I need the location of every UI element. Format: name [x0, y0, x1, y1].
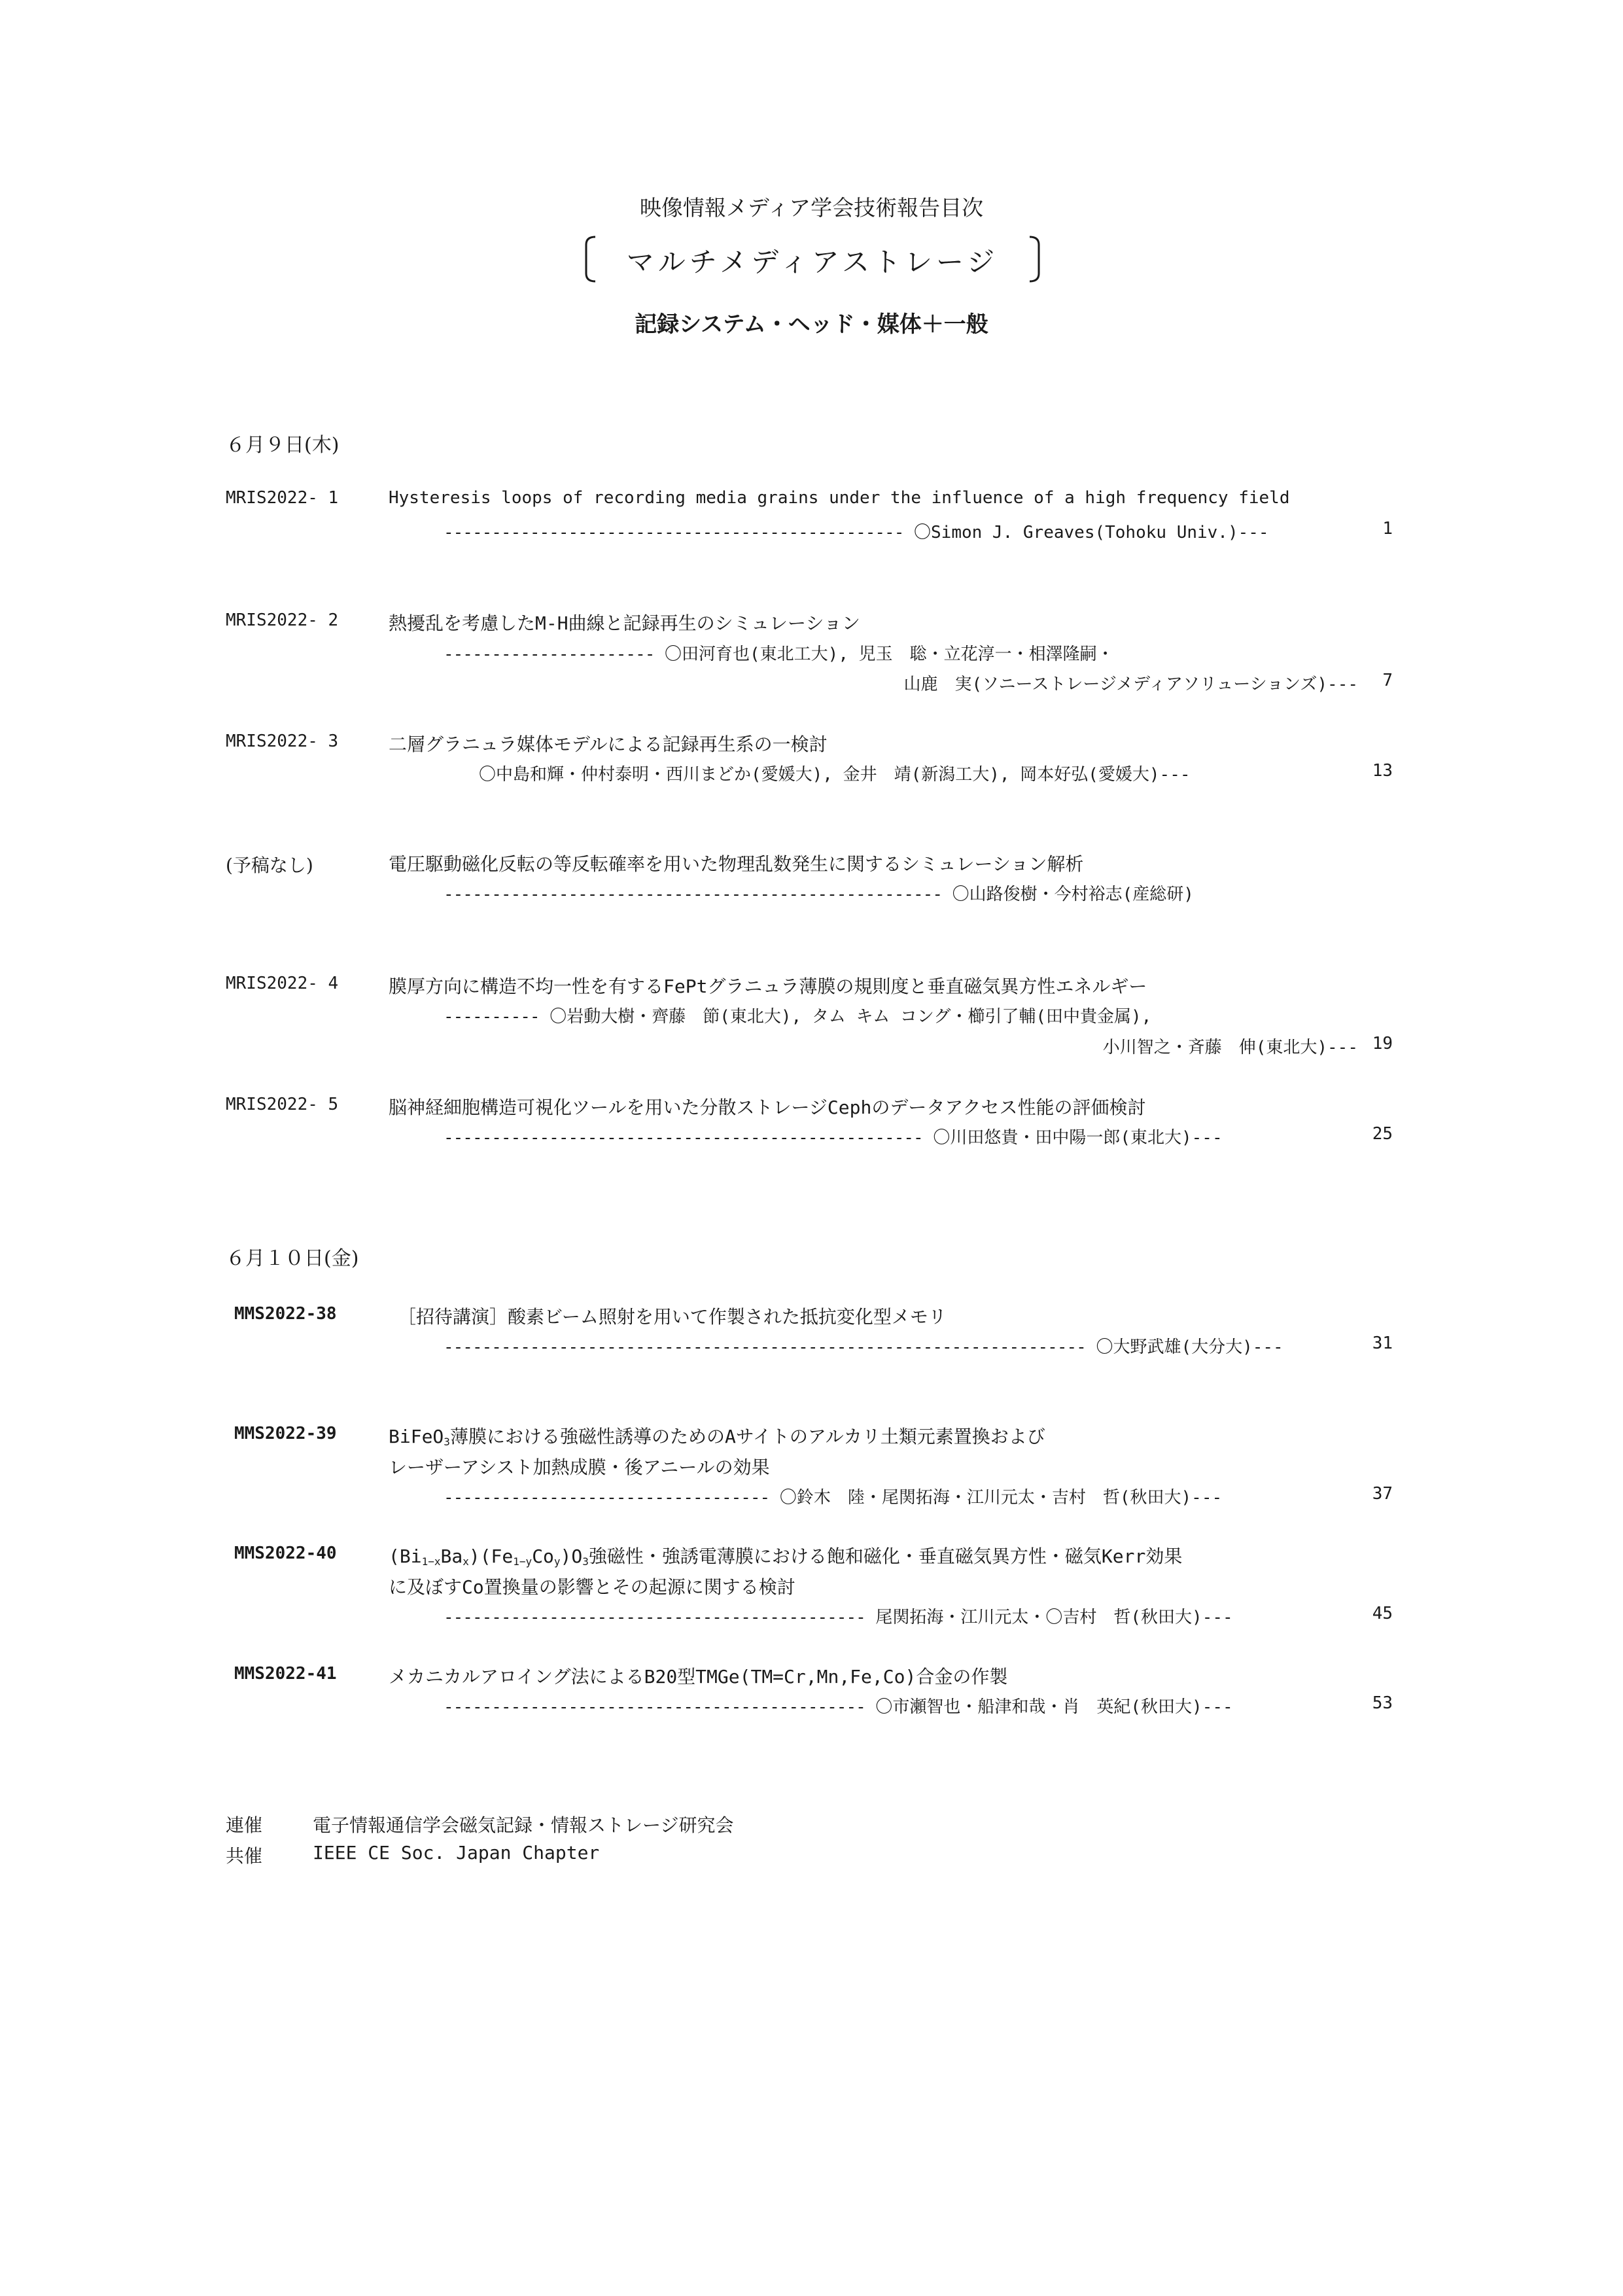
- page-number: 45: [1372, 1604, 1393, 1623]
- paper-title: $(Bi_{1-x}Ba_x)(Fe_{1-y}Co_y)O_3$強磁性・強誘電薄膜における飽和磁化・垂直磁気異方性・磁気Kerr効果: [389, 1545, 1183, 1568]
- paper-code: MRIS2022- 4: [226, 974, 339, 993]
- paper-code: MMS2022-40: [234, 1544, 337, 1563]
- paper-title-cont: に及ぼすCo置換量の影響とその起源に関する検討: [389, 1576, 795, 1598]
- session-subtitle: 記録システム・ヘッド・媒体＋一般: [635, 311, 988, 338]
- page-number: 53: [1372, 1693, 1393, 1713]
- co-host-name: IEEE CE Soc. Japan Chapter: [313, 1842, 600, 1863]
- paper-title-cont: レーザーアシスト加熱成膜・後アニールの効果: [389, 1457, 770, 1478]
- paper-title: 電圧駆動磁化反転の等反転確率を用いた物理乱数発生に関するシミュレーション解析: [389, 853, 1084, 875]
- paper-authors-cont: 山鹿 実(ソニーストレージメディアソリューションズ)---: [903, 675, 1358, 694]
- paper-authors: -------------------------------------------- 尾関拓海・江川元太・〇吉村 哲(秋田大)---: [444, 1608, 1233, 1627]
- paper-authors: -------------------------------------------- 〇市瀬智也・船津和哉・肖 英紀(秋田大)---: [444, 1697, 1233, 1717]
- report-heading: 映像情報メディア学会技術報告目次: [639, 195, 984, 221]
- page-number: 19: [1372, 1034, 1393, 1053]
- paper-authors: ---------------------------------- 〇鈴木 陸・尾関拓海・江川元太・吉村 哲(秋田大)---: [444, 1488, 1223, 1508]
- leader-dashes: ------------------------------------------------ 〇Simon J. Greaves(Tohoku Univ.)---: [444, 523, 1269, 542]
- paper-code: MMS2022-38: [234, 1304, 337, 1324]
- paper-title: Hysteresis loops of recording media grains under the influence of a high frequency field: [389, 488, 1290, 508]
- paper-code: MRIS2022- 3: [226, 732, 339, 751]
- page-number: 7: [1382, 671, 1393, 690]
- paper-code: (予稿なし): [226, 855, 313, 876]
- paper-code: MRIS2022- 1: [226, 488, 339, 508]
- paper-authors: ---------------------------------------------------- 〇山路俊樹・今村裕志(産総研): [444, 885, 1194, 904]
- paper-title: メカニカルアロイング法によるB20型TMGe(TM=Cr,Mn,Fe,Co)合金の作製: [389, 1666, 1008, 1687]
- cosponsor-name: 電子情報通信学会磁気記録・情報ストレージ研究会: [313, 1814, 734, 1836]
- paper-authors: -------------------------------------------------- 〇川田悠貴・田中陽一郎(東北大)---: [444, 1128, 1223, 1148]
- paper-code: MRIS2022- 2: [226, 610, 339, 630]
- page-number: 1: [1382, 519, 1393, 539]
- series-title-box: [582, 234, 1043, 284]
- paper-authors: ---------------------- 〇田河育也(東北工大), 児玉 聡・立花淳一・相澤隆嗣・: [444, 645, 1114, 664]
- date-day1: ６月９日(木): [226, 434, 340, 457]
- paper-title: 膜厚方向に構造不均一性を有するFePtグラニュラ薄膜の規則度と垂直磁気異方性エネルギー: [389, 976, 1147, 997]
- cosponsor-label: 連催: [226, 1814, 263, 1836]
- paper-code: MMS2022-41: [234, 1664, 337, 1684]
- paper-authors: ---------- 〇岩動大樹・齊藤 節(東北大), タム キム コング・櫛引了輔(田中貴金属),: [444, 1007, 1152, 1027]
- page-number: 25: [1372, 1124, 1393, 1144]
- paper-title: 熱擾乱を考慮したM-H曲線と記録再生のシミュレーション: [389, 612, 860, 634]
- date-day2: ６月１０日(金): [226, 1247, 359, 1270]
- page-number: 31: [1372, 1333, 1393, 1353]
- paper-title: 二層グラニュラ媒体モデルによる記録再生系の一検討: [389, 733, 828, 755]
- paper-code: MMS2022-39: [234, 1424, 337, 1443]
- page-number: 37: [1372, 1484, 1393, 1504]
- paper-authors-cont: 小川智之・斉藤 伸(東北大)---: [1102, 1038, 1358, 1057]
- series-title: マルチメディアストレージ: [626, 246, 999, 278]
- co-host-label: 共催: [226, 1845, 263, 1867]
- paper-title: ［招待講演］酸素ビーム照射を用いて作製された抵抗変化型メモリ: [398, 1306, 947, 1328]
- paper-title: 脳神経細胞構造可視化ツールを用いた分散ストレージCephのデータアクセス性能の評価検討: [389, 1097, 1146, 1118]
- paper-authors: 〇中島和輝・仲村泰明・西川まどか(愛媛大), 金井 靖(新潟工大), 岡本好弘(愛媛大)---: [479, 765, 1191, 785]
- paper-authors: ------------------------------------------------------------------- 〇大野武雄(大分大)---: [444, 1337, 1283, 1357]
- page-number: 13: [1372, 761, 1393, 781]
- paper-code: MRIS2022- 5: [226, 1095, 339, 1114]
- paper-title: BiFeO$_3$薄膜における強磁性誘導のためのAサイトのアルカリ土類元素置換および: [389, 1426, 1045, 1448]
